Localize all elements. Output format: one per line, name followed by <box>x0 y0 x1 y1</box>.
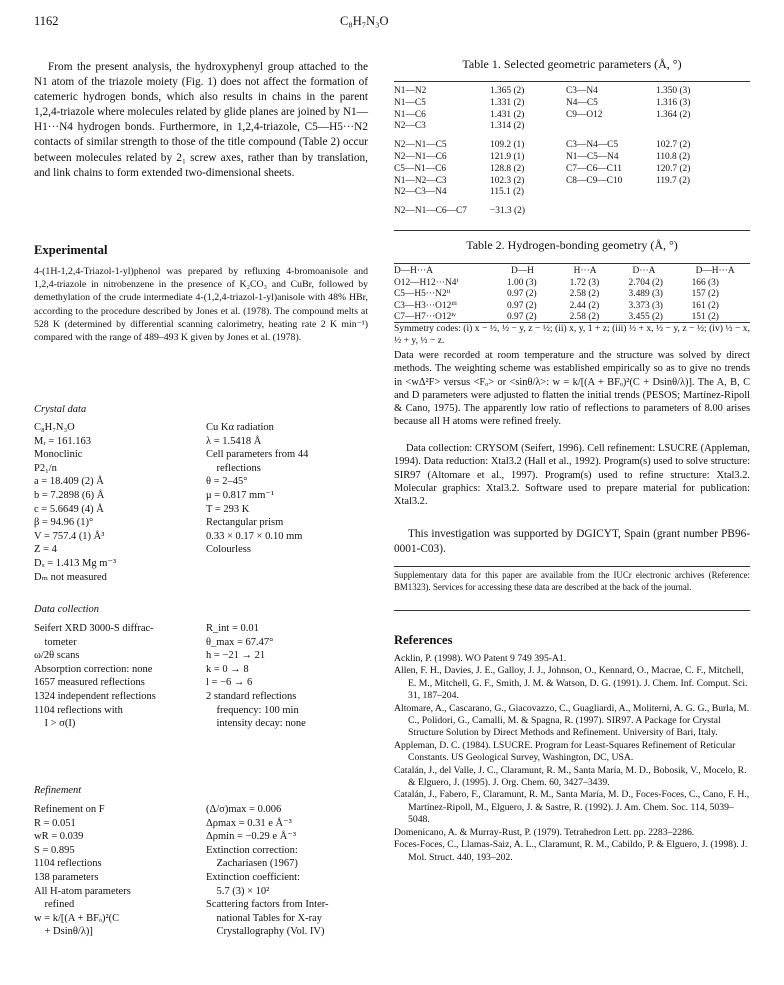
table-cell: C3—H3···O12ⁱⁱⁱ <box>394 300 457 311</box>
table1-bottom-rule <box>394 230 750 231</box>
ref-right-line: Scattering factors from Inter- <box>206 899 329 911</box>
reference-item: Domenicano, A. & Murray-Rust, P. (1979). Tetrahedron Lett. pp. 2283–2286. <box>394 826 695 838</box>
table-cell: C3—N4—C5 <box>566 140 619 151</box>
table-cell: N1—C6 <box>394 109 426 120</box>
table2-header-cell: H···A <box>573 266 597 276</box>
dc-left-line: 1324 independent reflections <box>34 690 156 702</box>
table-cell <box>656 187 750 199</box>
ref-left-line: S = 0.895 <box>34 844 75 856</box>
table-cell: 2.704 (2) <box>628 277 663 288</box>
table-cell: 3.373 (3) <box>628 300 663 311</box>
ref-right-line: (Δ/σ)max = 0.006 <box>206 804 282 815</box>
crystal-right-line: Colourless <box>206 544 251 556</box>
dc-right-line: θ_max = 67.47° <box>206 636 274 648</box>
table-cell: N1—N2 <box>394 86 427 96</box>
dc-right-line: R_int = 0.01 <box>206 623 259 634</box>
reference-item: Catalán, J., del Valle, J. C., Claramunt, R. M., Santa María, M. D., Bobosik, V., Mocelo, R. & Elguero, J. (1995). J. Org. Chem. 60, 3427–3439. <box>394 764 747 789</box>
experimental-paragraph: 4-(1H-1,2,4-Triazol-1-yl)phenol was prepared by refluxing 4-bromoanisole and 1,2,4-triazole in nitrobenzene in the presence of K₂CO₃ and CuBr, followed by demethylation of the crude intermediate 4-(1,2,4-triazol-1-yl)anisole with 48% HBr, according to the procedure described by Jones et al. (1978). The compound melts at 528 K (determined by differential scanning calorimetry, heating rate 2 K min⁻¹) compared with the range of 489–493 K given by Jones et al. (1978). <box>34 266 368 344</box>
table-cell: 1.314 (2) <box>490 121 525 132</box>
table-cell: 1.72 (3) <box>569 277 600 288</box>
data-paragraph: Data were recorded at room temperature and the structure was solved by direct methods. The weighting scheme was established empirically so as to give no trends in <wΔ²F> versus <Fₒ> or <sinθ/λ>: w = k/[(A + BFₒ)²(C + Dsinθ/λ)]. The A, B, C and D parameters were adjusted to flatten the initial trends (PESOS; Martínez-Ripoll & Cano, 1975). The apparently low ratio of reflections to parameters of 8.00 arises because all H atoms were refined freely. <box>394 350 750 428</box>
crystal-right-line: Rectangular prism <box>206 517 284 529</box>
crystal-left-line: V = 757.4 (1) Å³ <box>34 530 105 542</box>
ref-left-line: 138 parameters <box>34 871 99 883</box>
crystal-left-line: C₈H₇N₃O <box>34 422 75 433</box>
crystal-left-line: Monoclinic <box>34 449 83 461</box>
table2-header-cell: D—H···A <box>695 266 735 276</box>
crystal-left-line: Dₘ not measured <box>34 571 107 583</box>
dc-left-line: 1657 measured reflections <box>34 677 145 689</box>
crystal-left-line: P2₁/n <box>34 462 57 474</box>
table-cell: C8—C9—C10 <box>566 175 623 186</box>
ref-right-line: Δρmin = −0.29 e Å⁻³ <box>206 831 296 843</box>
table-cell: 1.431 (2) <box>490 109 525 120</box>
intro-paragraph: From the present analysis, the hydroxyphenyl group attached to the N1 atom of the triazole moiety (Fig. 1) does not affect the formation of catemeric hydrogen bonds, which also results in chains in the parent 1,2,4-triazole where molecules related by glide planes are joined by N1—H1···N4 hydrogen bonds. Furthermore, in 1,2,4-triazole, C5—H5···N2 contacts of similar strength to those of the title compound (Table 2) occur between molecules related by 2₁ screw axes, rather than by translation, and link chains to form extended two-dimensional sheets. <box>34 61 368 179</box>
dc-right-line: frequency: 100 min <box>206 704 299 716</box>
table-cell: O12—H12···N4ⁱ <box>394 277 459 288</box>
supplementary-note: Supplementary data for this paper are available from the IUCr electronic archives (Reference: BM1323). Services for accessing these data are described at the back of the journal. <box>394 570 750 592</box>
crystal-right-line: 0.33 × 0.17 × 0.10 mm <box>206 530 303 542</box>
table-cell <box>566 121 656 133</box>
table1-bond-row <box>394 121 750 133</box>
refinement-right <box>206 803 378 939</box>
running-title-formula: C₈H₇N₃O <box>340 14 389 28</box>
dc-left-line: I > σ(I) <box>34 718 76 730</box>
table-cell: 3.455 (2) <box>628 312 663 323</box>
ref-right-line: Extinction coefficient: <box>206 871 300 883</box>
table-cell <box>566 199 656 218</box>
table1-angle-row <box>394 187 750 199</box>
crystal-left-line: b = 7.2898 (6) Å <box>34 489 105 501</box>
table-cell: 2.58 (2) <box>569 312 600 323</box>
table-cell: 0.97 (2) <box>506 300 537 311</box>
crystal-left-line: c = 5.6649 (4) Å <box>34 503 104 515</box>
table-cell: −31.3 (2) <box>490 206 525 217</box>
crystal-left-line: Z = 4 <box>34 544 57 556</box>
table-cell: N2—C3 <box>394 121 426 132</box>
references-heading: References <box>394 633 453 647</box>
table2-header-cell: D—H <box>510 266 534 276</box>
table-cell: 3.489 (3) <box>628 289 663 300</box>
programs-paragraph: Data collection: CRYSOM (Seifert, 1996). Cell refinement: LSUCRE (Appleman, 1994). Data reduction: Xtal3.2 (Hall et al., 1992). Program(s) used to solve structure: SIR97 (Altomare et al., 1997). Program(s) used to refine structure: Xtal3.2. Molecular graphics: Xtal3.2. Software used to prepare material for publication: Xtal3.2. <box>394 443 750 508</box>
crystal-right-line: reflections <box>206 462 261 474</box>
table1-bond-row <box>394 98 750 110</box>
ref-left-line: wR = 0.039 <box>34 831 84 843</box>
crystal-right-line: λ = 1.5418 Å <box>206 435 262 447</box>
ref-left-line: Refinement on F <box>34 804 105 815</box>
dc-right-line: 2 standard reflections <box>206 690 297 702</box>
table-cell: 102.7 (2) <box>656 140 691 151</box>
table-cell: N2—N1—C5 <box>394 140 447 151</box>
table-cell: 1.364 (2) <box>656 109 691 120</box>
table-cell: 109.2 (1) <box>490 140 525 151</box>
table-cell: N4—C5 <box>566 97 598 108</box>
table-cell: 151 (2) <box>691 312 719 323</box>
crystal-data-heading: Crystal data <box>34 404 87 415</box>
table1-angle-row <box>394 152 750 164</box>
table-cell: N1—C5 <box>394 97 426 108</box>
table-cell: 1.00 (3) <box>506 277 537 288</box>
table-cell: C5—N1—C6 <box>394 163 447 174</box>
reference-item: Appleman, D. C. (1984). LSUCRE. Program for Least-Squares Refinement of Reticular Constants. US Geological Survey, Washington, DC, USA. <box>394 739 736 764</box>
table-cell: 110.8 (2) <box>656 151 691 162</box>
dc-left-line: tometer <box>34 636 77 648</box>
data-collection-right <box>206 622 376 731</box>
table1-rule <box>394 81 750 82</box>
table2-header-cell: D—H···A <box>394 266 434 276</box>
table2-rule <box>394 263 750 264</box>
reference-item: Foces-Foces, C., Llamas-Saiz, A. L., Claramunt, R. M., Cabildo, P. & Elguero, J. (1998). J. Mol. Struct. 440, 193–202. <box>394 839 748 863</box>
table-cell: C5—H5···N2ⁱⁱ <box>394 289 451 300</box>
dc-left-line: Absorption correction: none <box>34 663 153 675</box>
crystal-left-line: Mᵣ = 161.163 <box>34 435 92 447</box>
ref-right-line: Extinction correction: <box>206 844 298 856</box>
table1-title: Table 1. Selected geometric parameters (Å, °) <box>462 57 682 71</box>
reference-item: Allen, F. H., Davies, J. E., Galloy, J. J., Johnson, O., Kennard, O., Macrae, C. F., Mitchell, E. M., Mitchell, G. F., Smith, J. M. & Watson, D. G. (1991). J. Chem. Inf. Comput. Sci. 31, 187–204. <box>394 665 748 702</box>
table-cell: 102.3 (2) <box>490 175 525 186</box>
supp-bottom-rule <box>394 610 750 611</box>
reference-item: Catalán, J., Fabero, F., Claramunt, R. M., Santa María, M. D., Foces-Foces, C., Cano, F. H., Martínez-Ripoll, M., Elguero, J. & Sastre, R. (1992). J. Am. Chem. Soc. 114, 5039–5048. <box>394 789 750 826</box>
data-collection-heading: Data collection <box>34 604 100 615</box>
table-cell: N1—N2—C3 <box>394 175 447 186</box>
table-cell <box>656 199 750 218</box>
table1-torsion-row <box>394 199 750 218</box>
table2-title: Table 2. Hydrogen-bonding geometry (Å, °) <box>466 238 678 252</box>
crystal-right-line: T = 293 K <box>206 503 250 515</box>
refinement-left <box>34 803 204 939</box>
table2-row <box>394 289 750 301</box>
table-cell: 128.8 (2) <box>490 163 525 174</box>
table1 <box>394 86 750 218</box>
crystal-data-right <box>206 421 376 557</box>
crystal-right-line: Cu Kα radiation <box>206 422 274 433</box>
supp-top-rule <box>394 566 750 567</box>
table1-angle-row <box>394 164 750 176</box>
table-cell: C3—N4 <box>566 86 598 96</box>
dc-left-line: Seifert XRD 3000-S diffrac- <box>34 623 154 634</box>
table-cell: 1.331 (2) <box>490 97 525 108</box>
symmetry-codes: Symmetry codes: (i) x − ½, ½ − y, z − ½; (ii) x, y, 1 + z; (iii) ½ + x, ½ − y, z − ½; (iv) ½ − x, ½ + y, ½ − z. <box>394 323 750 346</box>
table-cell: 0.97 (2) <box>506 289 537 300</box>
ref-right-line: Δρmax = 0.31 e Å⁻³ <box>206 817 292 829</box>
dc-right-line: l = −6 → 6 <box>206 677 253 689</box>
table-cell: 1.365 (2) <box>490 86 525 96</box>
reference-list <box>394 653 750 864</box>
table1-bond-row <box>394 110 750 122</box>
table-cell: 166 (3) <box>691 277 719 288</box>
ref-right-line: Crystallography (Vol. IV) <box>206 926 325 938</box>
experimental-heading: Experimental <box>34 243 108 257</box>
crystal-right-line: Cell parameters from 44 <box>206 449 309 461</box>
table-cell: 121.9 (1) <box>490 151 525 162</box>
ref-left-line: All H-atom parameters <box>34 885 131 897</box>
ref-right-line: national Tables for X-ray <box>206 912 322 924</box>
ref-left-line: + Dsinθ/λ)] <box>34 926 93 938</box>
table1-angle-row <box>394 176 750 188</box>
crystal-left-line: a = 18.409 (2) Å <box>34 476 104 488</box>
table2-row <box>394 278 750 290</box>
dc-left-line: ω/2θ scans <box>34 650 80 662</box>
dc-right-line: intensity decay: none <box>206 718 306 730</box>
table-cell: 120.7 (2) <box>656 163 691 174</box>
table-cell: C9—O12 <box>566 109 603 120</box>
table1-bond-row <box>394 86 750 98</box>
ref-right-line: 5.7 (3) × 10² <box>206 885 270 897</box>
table-cell: 2.44 (2) <box>569 300 600 311</box>
crystal-left-line: Dₓ = 1.413 Mg m⁻³ <box>34 557 117 569</box>
table-cell: N1—C5—N4 <box>566 151 619 162</box>
table-cell: N2—N1—C6 <box>394 151 447 162</box>
table-cell: 161 (2) <box>691 300 719 311</box>
ref-left-line: w = k/[(A + BFₒ)²(C <box>34 912 120 924</box>
crystal-right-line: μ = 0.817 mm⁻¹ <box>206 489 275 501</box>
page-number: 1162 <box>34 14 59 28</box>
table-cell: C7—H7···O12ⁱᵛ <box>394 312 456 323</box>
table-cell: C7—C6—C11 <box>566 163 622 174</box>
table-cell <box>656 121 750 133</box>
dc-right-line: k = 0 → 8 <box>206 663 249 675</box>
table-cell: N2—N1—C6—C7 <box>394 206 467 217</box>
dc-right-line: h = −21 → 21 <box>206 650 266 662</box>
data-collection-left <box>34 622 204 731</box>
table-cell: 157 (2) <box>691 289 719 300</box>
table-cell: 1.316 (3) <box>656 97 691 108</box>
acknowledgement: This investigation was supported by DGICYT, Spain (grant number PB96-0001-C03). <box>394 528 750 556</box>
crystal-data-left <box>34 421 204 584</box>
crystal-left-line: β = 94.96 (1)° <box>34 517 94 529</box>
ref-left-line: 1104 reflections <box>34 858 102 870</box>
table2 <box>394 266 750 324</box>
table-cell: 119.7 (2) <box>656 175 691 186</box>
dc-left-line: 1104 reflections with <box>34 704 123 716</box>
ref-left-line: R = 0.051 <box>34 817 76 829</box>
ref-right-line: Zachariasen (1967) <box>206 858 298 870</box>
table-cell: 0.97 (2) <box>506 312 537 323</box>
table-cell: 2.58 (2) <box>569 289 600 300</box>
table-cell: 115.1 (2) <box>490 187 525 198</box>
table-cell: N2—C3—N4 <box>394 187 447 198</box>
crystal-right-line: θ = 2–45° <box>206 476 248 488</box>
table-cell: 1.350 (3) <box>656 86 691 96</box>
table2-header-row <box>394 266 750 278</box>
ref-left-line: refined <box>34 899 75 911</box>
table2-header-cell: D···A <box>632 266 656 276</box>
table-cell <box>566 187 656 199</box>
refinement-heading: Refinement <box>34 785 82 796</box>
table2-row <box>394 301 750 313</box>
reference-item: Altomare, A., Cascarano, G., Giacovazzo, C., Guagliardi, A., Moliterni, A. G. G., Burla, M. C., Polidori, G., Camalli, M. & Spagna, R. (1997). SIR97. A Package for Crystal Structure Solution by Direct Methods and Refinement. University of Bari, Italy. <box>394 702 750 739</box>
table1-angle-row <box>394 133 750 152</box>
reference-item: Acklin, P. (1998). WO Patent 9 749 395-A1. <box>394 653 567 664</box>
